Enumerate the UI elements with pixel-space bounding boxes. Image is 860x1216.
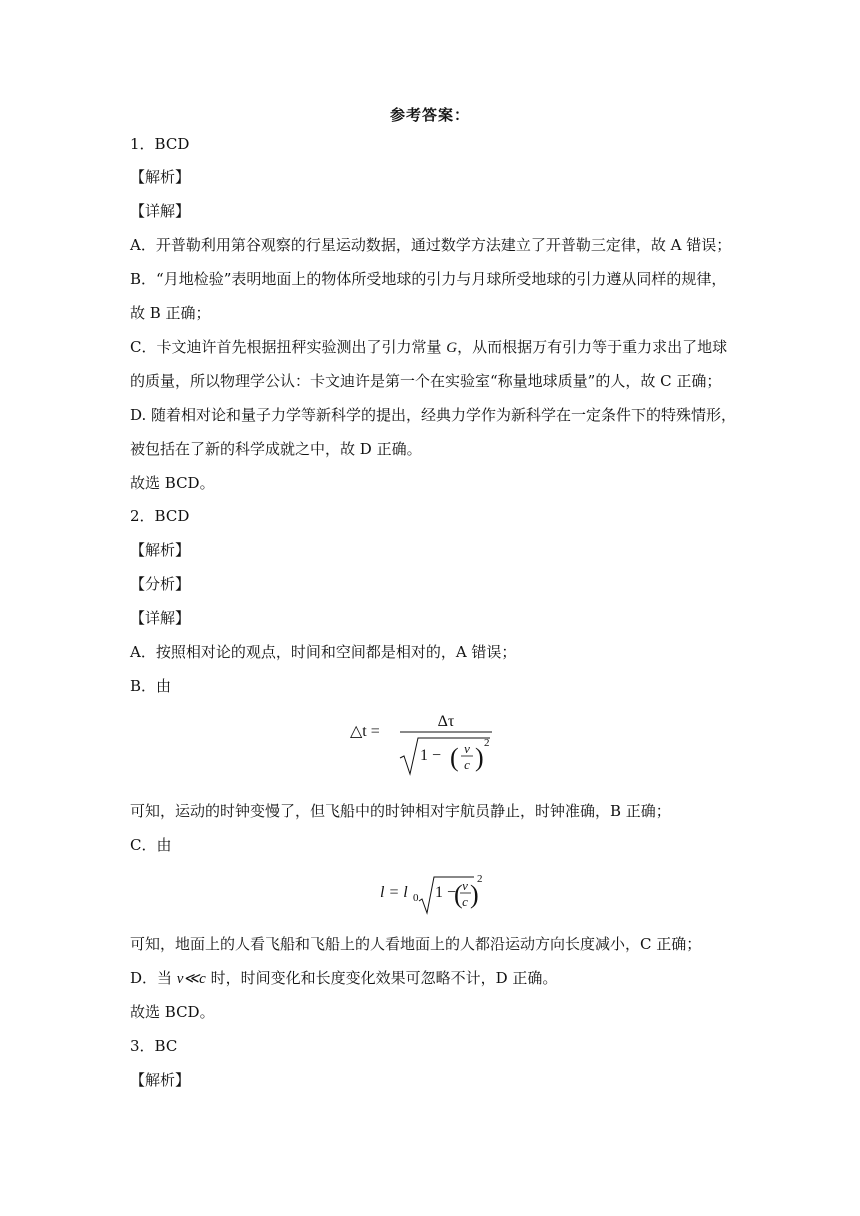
formula2-v: v	[462, 878, 468, 893]
length-contraction-formula-svg	[380, 865, 483, 920]
q2-option-c-text: 可知，地面上的人看飞船和飞船上的人看地面上的人都沿运动方向长度减小，C 正确；	[130, 935, 702, 953]
q2-fenxi-heading: 【分析】	[130, 575, 191, 593]
q2-d-post: 时，时间变化和长度变化效果可忽略不计，D 正确。	[205, 969, 558, 987]
q1-xiangjie-heading: 【详解】	[130, 202, 191, 220]
formula2-lhs: l = l	[380, 884, 408, 901]
q1-c-post: ，从而根据万有引力等于重力求出了地球	[457, 338, 728, 356]
q1-option-c-line2: 的质量，所以物理学公认：卡文迪许是第一个在实验室“称量地球质量”的人，故 C 正确；	[130, 372, 722, 390]
q3-jiexi-heading: 【解析】	[130, 1071, 191, 1089]
q2-option-b-intro: B．由	[130, 677, 172, 695]
q1-jiexi-heading: 【解析】	[130, 168, 191, 186]
q2-option-a: A．按照相对论的观点，时间和空间都是相对的，A 错误；	[130, 643, 517, 661]
q2-d-pre: D．当	[130, 969, 177, 987]
q1-option-a: A．开普勒利用第谷观察的行星运动数据，通过数学方法建立了开普勒三定律，故 A 错误；	[130, 236, 732, 254]
q1-answer: 1．BCD	[130, 135, 190, 153]
q2-conclusion: 故选 BCD。	[130, 1003, 215, 1021]
q1-option-d-line2: 被包括在了新的科学成就之中，故 D 正确。	[130, 440, 422, 458]
formula2-right-paren: )	[470, 880, 479, 909]
formula1-lhs: △t =	[350, 723, 380, 740]
q1-option-c-line1	[130, 336, 727, 359]
q2-answer: 2．BCD	[130, 507, 190, 525]
formula2-left-paren: (	[454, 880, 463, 909]
q1-conclusion: 故选 BCD。	[130, 474, 215, 492]
formula1-c: c	[464, 757, 470, 772]
q1-option-b-line2: 故 B 正确；	[130, 304, 211, 322]
formula2-exponent: 2	[477, 873, 483, 885]
formula1-right-paren: )	[475, 743, 484, 772]
formula2-subscript: 0	[413, 892, 419, 904]
formula1-exponent: 2	[484, 737, 490, 749]
q2-option-d	[130, 967, 557, 990]
formula1-one-minus: 1 −	[420, 747, 442, 764]
page-title: 参考答案：	[389, 106, 470, 124]
q1-option-d-line1: D. 随着相对论和量子力学等新科学的提出，经典力学作为新科学在一定条件下的特殊情形，	[130, 406, 737, 424]
formula1-left-paren: (	[450, 743, 459, 772]
time-dilation-formula	[0, 710, 860, 780]
q2-option-c-intro: C．由	[130, 836, 172, 854]
formula1-numerator: Δτ	[437, 713, 455, 730]
length-contraction-formula	[0, 865, 860, 920]
formula1-v: v	[464, 741, 470, 756]
q1-option-b-line1: B．“月地检验”表明地面上的物体所受地球的引力与月球所受地球的引力遵从同样的规律，	[130, 270, 727, 288]
time-dilation-formula-svg	[350, 710, 510, 780]
formula2-c: c	[462, 894, 468, 909]
formula2-one-minus: 1 −	[435, 884, 457, 901]
q1-c-pre: C．卡文迪许首先根据扭秤实验测出了引力常量	[130, 338, 447, 356]
q2-option-b-text: 可知，运动的时钟变慢了，但飞船中的时钟相对宇航员静止，时钟准确，B 正确；	[130, 802, 671, 820]
q3-answer: 3．BC	[130, 1037, 178, 1055]
q2-d-var: v≪c	[176, 971, 206, 987]
q2-jiexi-heading: 【解析】	[130, 541, 191, 559]
q1-c-var-g: G	[446, 340, 458, 356]
q2-xiangjie-heading: 【详解】	[130, 609, 191, 627]
